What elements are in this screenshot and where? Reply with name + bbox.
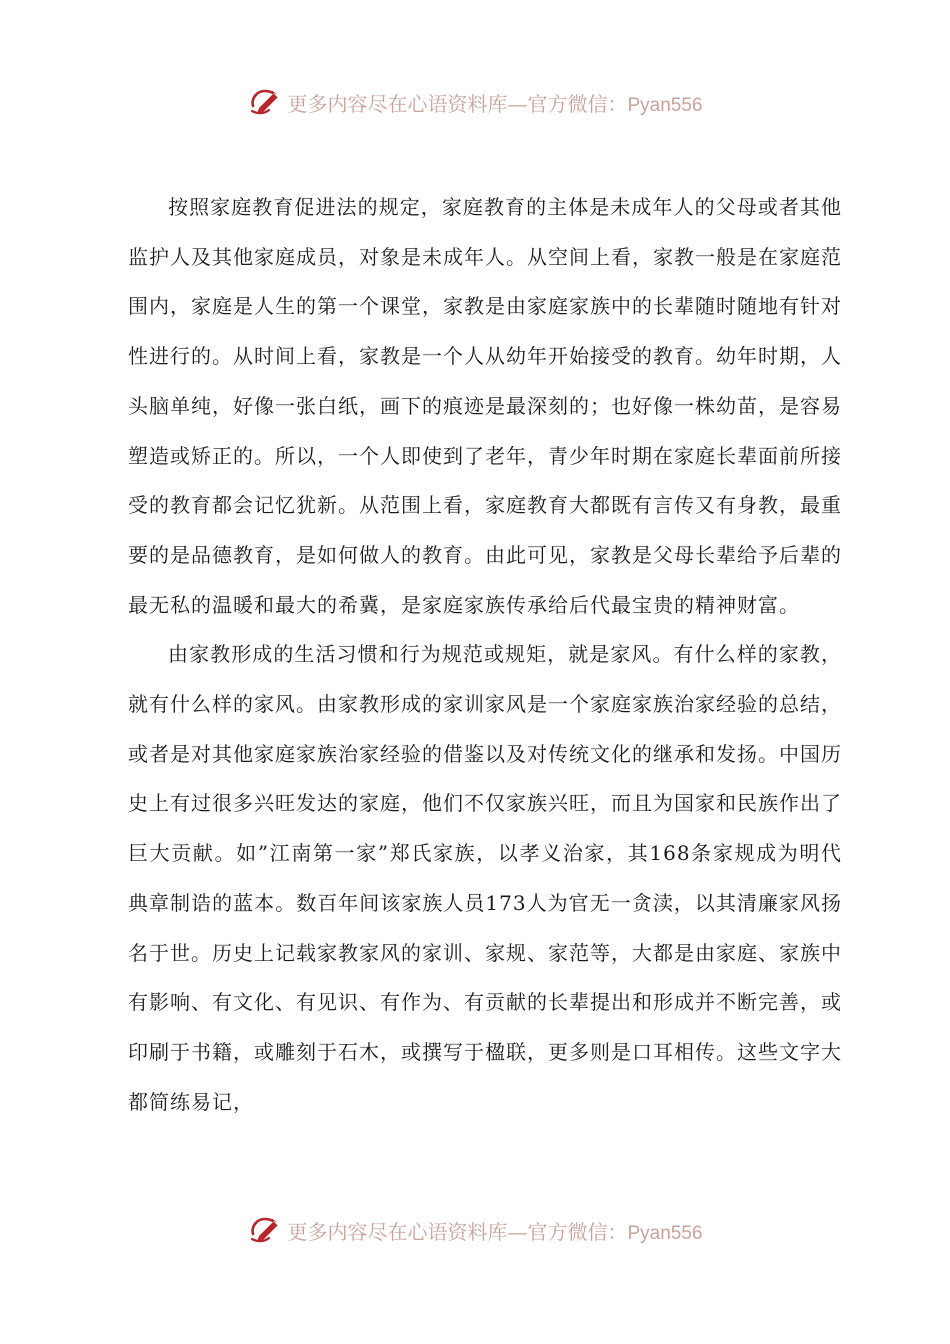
- header-banner-text: [287, 88, 702, 117]
- footer-banner: [0, 1210, 950, 1250]
- header-wechat-id: Pyan556: [627, 94, 703, 116]
- footer-wechat-id: Pyan556: [627, 1222, 703, 1244]
- pen-logo-icon: [247, 84, 283, 120]
- footer-banner-text: [287, 1216, 702, 1245]
- paragraph-1: 按照家庭教育促进法的规定，家庭教育的主体是未成年人的父母或者其他监护人及其他家庭成员，对象是未成年人。从空间上看，家教一般是在家庭范围内，家庭是人生的第一个课堂，家教是由家庭家族中的长辈随时随地有针对性进行的。从时间上看，家教是一个人从幼年开始接受的教育。幼年时期，人头脑单纯，好像一张白纸，画下的痕迹是最深刻的；也好像一株幼苗，是容易塑造或矫正的。所以，一个人即使到了老年，青少年时期在家庭长辈面前所接受的教育都会记忆犹新。从范围上看，家庭教育大都既有言传又有身教，最重要的是品德教育，是如何做人的教育。由此可见，家教是父母长辈给予后辈的最无私的温暖和最大的希冀，是家庭家族传承给后代最宝贵的精神财富。: [128, 195, 842, 617]
- header-banner-main: 更多内容尽在心语资料库—官方微信：: [287, 91, 628, 116]
- pen-logo-icon: [247, 1212, 283, 1248]
- paragraph-2: 由家教形成的生活习惯和行为规范或规矩，就是家风。有什么样的家教，就有什么样的家风。由家教形成的家训家风是一个家庭家族治家经验的总结，或者是对其他家庭家族治家经验的借鉴以及对传统文化的继承和发扬。中国历史上有过很多兴旺发达的家庭，他们不仅家族兴旺，而且为国家和民族作出了巨大贡献。如”江南第一家”郑氏家族，以孝义治家，其168条家规成为明代典章制诰的蓝本。数百年间该家族人员173人为官无一贪渎，以其清廉家风扬名于世。历史上记载家教家风的家训、家规、家范等，大都是由家庭、家族中有影响、有文化、有见识、有作为、有贡献的长辈提出和形成并不断完善，或印刷于书籍，或雕刻于石木，或撰写于楹联，更多则是口耳相传。这些文字大都简练易记，: [128, 642, 842, 1114]
- footer-banner-main: 更多内容尽在心语资料库—官方微信：: [287, 1219, 628, 1244]
- document-body: [128, 183, 842, 1127]
- header-banner: [0, 82, 950, 122]
